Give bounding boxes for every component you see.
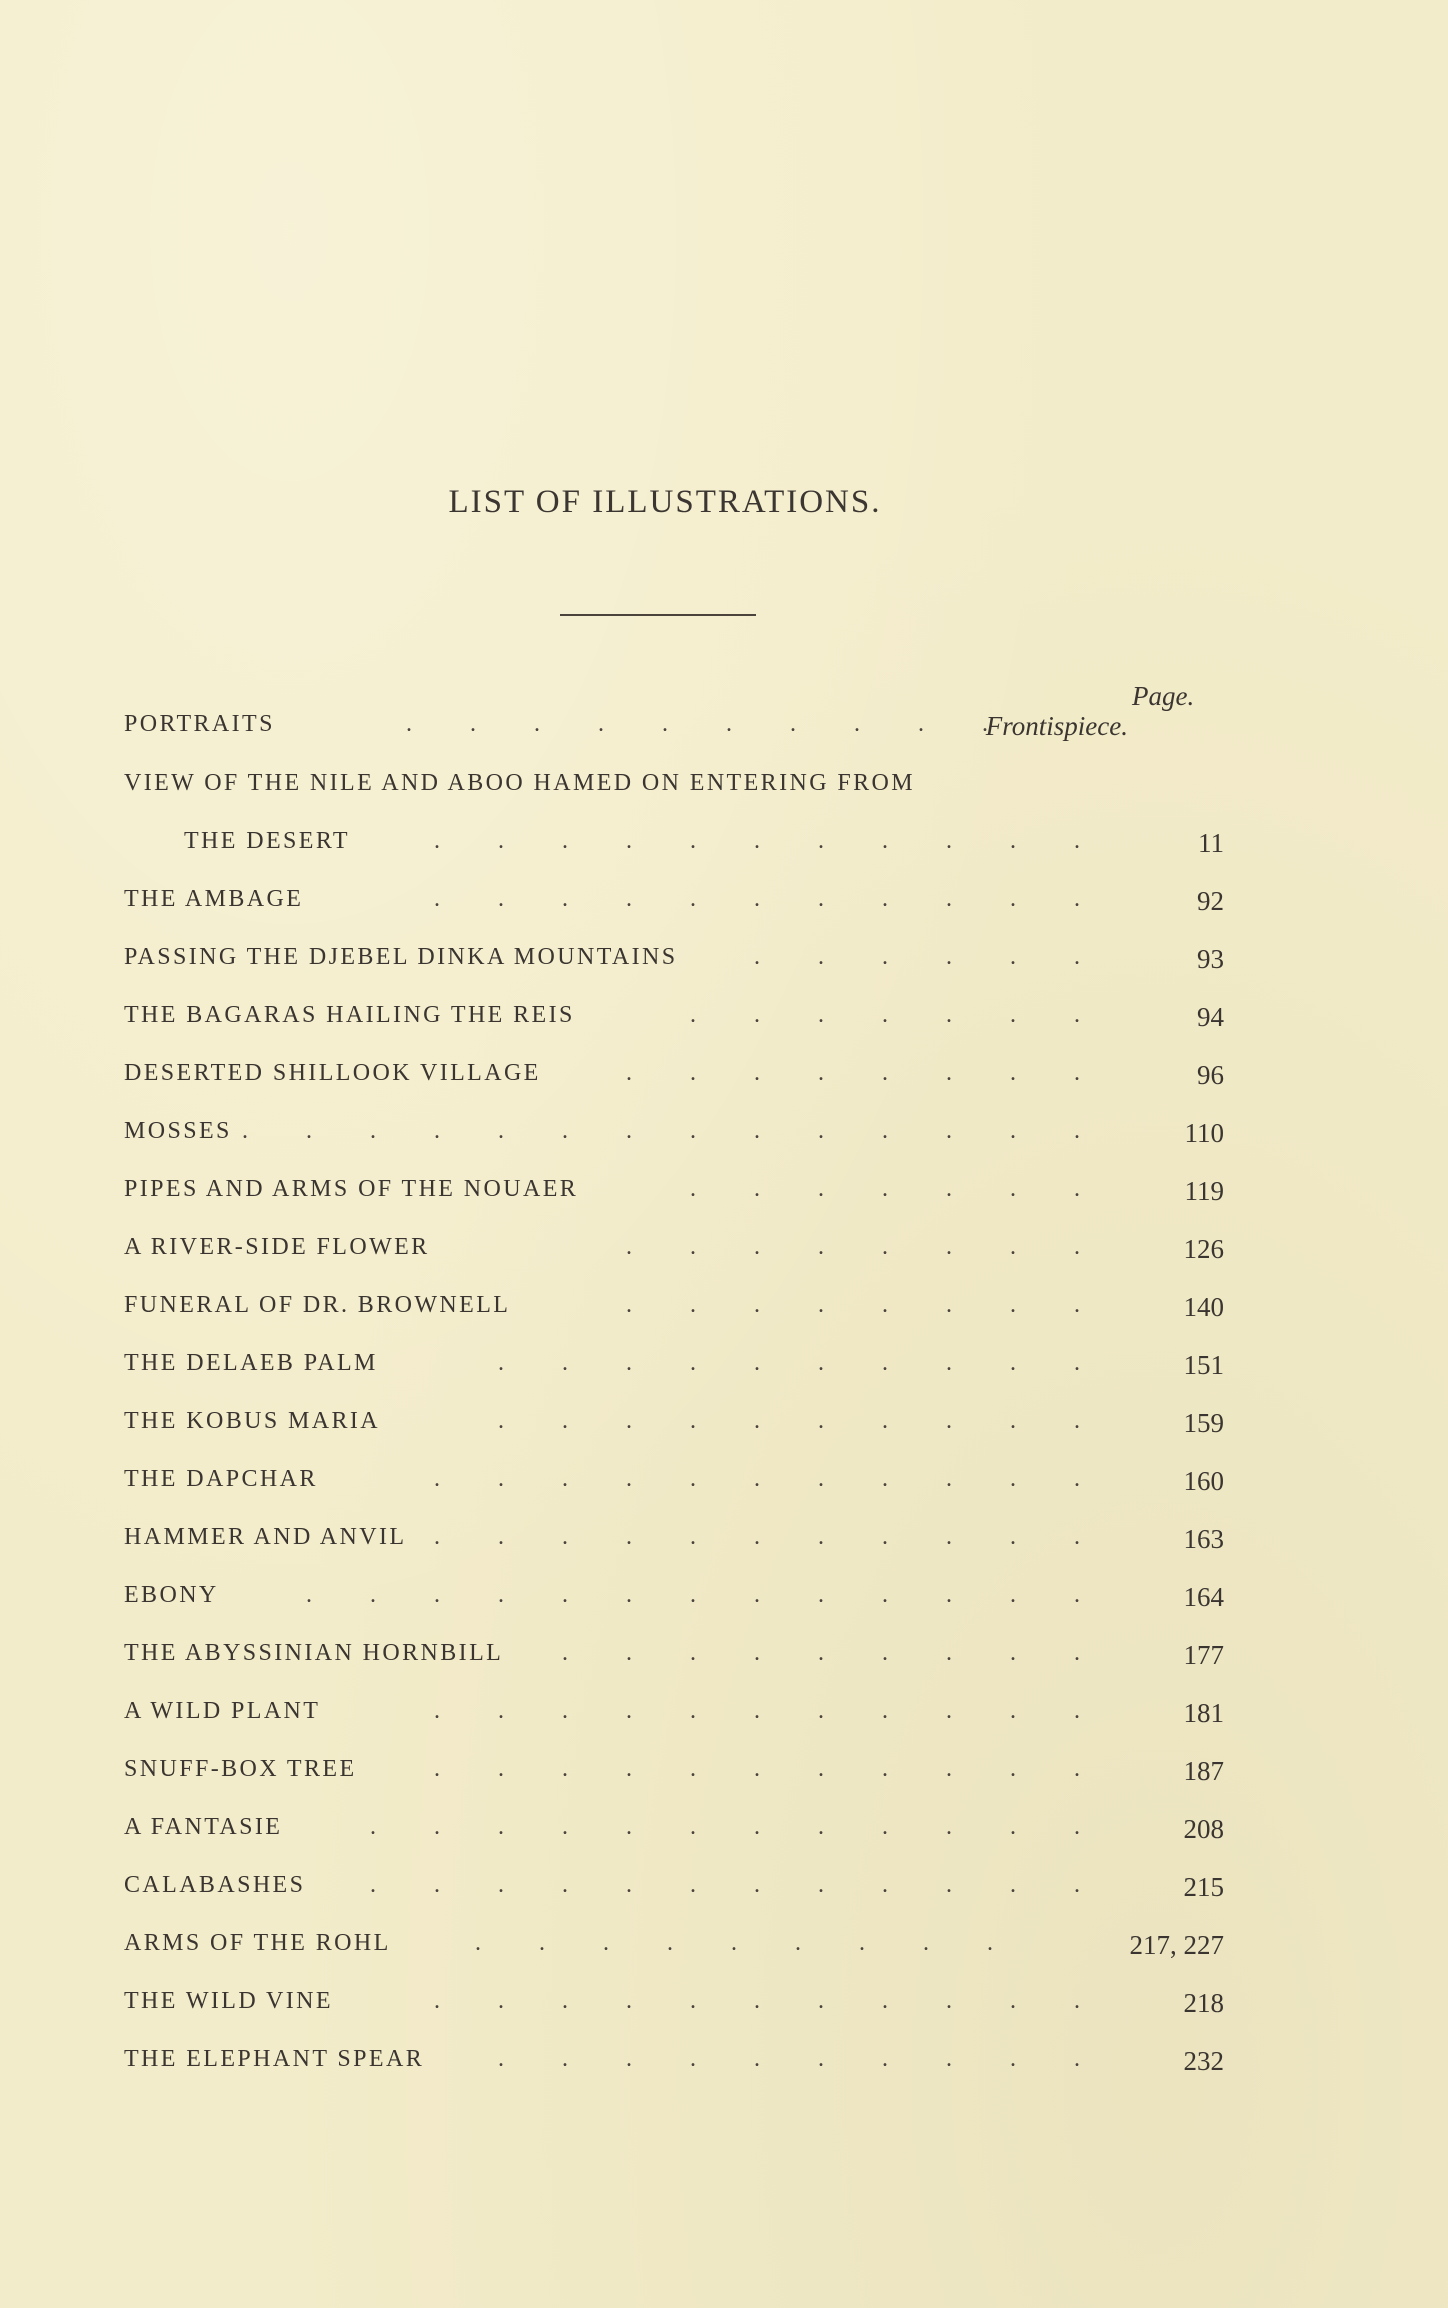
leader-dots: . . . . . . . . . . . <box>434 1466 1106 1492</box>
leader-dots: . . . . . . . . <box>626 1292 1106 1318</box>
entry-page: 187 <box>1183 1756 1224 1786</box>
leader-dots: . . . . . . . . . . . . . . <box>242 1118 1106 1144</box>
leader-dots: . . . . . . . . . . . <box>434 886 1106 912</box>
list-item <box>124 1350 1224 1390</box>
entry-label: PASSING THE DJEBEL DINKA MOUNTAINS <box>124 944 678 970</box>
list-item <box>124 1176 1224 1216</box>
entry-label: THE DELAEB PALM <box>124 1350 378 1376</box>
entry-label: DESERTED SHILLOOK VILLAGE <box>124 1060 541 1086</box>
leader-dots: . . . . . . . . . . . . . <box>306 1582 1106 1608</box>
list-item <box>124 1292 1224 1332</box>
list-item <box>124 1814 1224 1854</box>
entry-label: A WILD PLANT <box>124 1698 321 1724</box>
entry-page: 94 <box>1197 1002 1224 1032</box>
leader-dots: . . . . . . . . <box>626 1234 1106 1260</box>
entry-label: THE AMBAGE <box>124 886 304 912</box>
entry-label: A FANTASIE <box>124 1814 283 1840</box>
entry-label: THE ABYSSINIAN HORNBILL <box>124 1640 504 1666</box>
list-item <box>124 1698 1224 1738</box>
leader-dots: . . . . . . . . . <box>475 1930 1019 1956</box>
entry-page: 177 <box>1183 1640 1224 1670</box>
list-item <box>124 1234 1224 1274</box>
leader-dots: . . . . . . . . . . . <box>434 1988 1106 2014</box>
leader-dots: . . . . . . . . <box>626 1060 1106 1086</box>
entry-label: CALABASHES <box>124 1872 306 1898</box>
entry-page: 163 <box>1183 1524 1224 1554</box>
entry-page: 119 <box>1184 1176 1224 1206</box>
page-title: LIST OF ILLUSTRATIONS. <box>448 484 882 520</box>
leader-dots: . . . . . . . . . . <box>498 1408 1106 1434</box>
entry-page: 126 <box>1183 1234 1224 1264</box>
leader-dots: . . . . . . . . . . . <box>434 828 1106 854</box>
entry-page: 110 <box>1184 1118 1224 1148</box>
entry-label: THE DESERT <box>184 828 350 854</box>
leader-dots: . . . . . . . . . . . <box>434 1756 1106 1782</box>
list-item <box>124 1524 1224 1564</box>
entry-label: HAMMER AND ANVIL <box>124 1524 407 1550</box>
entry-page: 93 <box>1197 944 1224 974</box>
leader-dots: . . . . . . . . . . . . <box>370 1814 1106 1840</box>
leader-dots: . . . . . . . . . . <box>498 2046 1106 2072</box>
list-item <box>124 770 1224 810</box>
entry-page: Frontispiece. <box>985 711 1128 741</box>
list-item <box>124 1060 1224 1100</box>
entry-label: FUNERAL OF DR. BROWNELL <box>124 1292 511 1318</box>
entry-label: SNUFF-BOX TREE <box>124 1756 357 1782</box>
entry-label: PORTRAITS <box>124 711 275 737</box>
entry-label: EBONY <box>124 1582 219 1608</box>
entry-page: 217, 227 <box>1129 1930 1224 1960</box>
entry-page: 160 <box>1183 1466 1224 1496</box>
leader-dots: . . . . . . . . . . . . <box>370 1872 1106 1898</box>
entry-label: A RIVER-SIDE FLOWER <box>124 1234 430 1260</box>
entry-page: 92 <box>1197 886 1224 916</box>
entry-label: THE BAGARAS HAILING THE REIS <box>124 1002 575 1028</box>
leader-dots: . . . . . . . . . . . <box>434 1524 1106 1550</box>
list-item <box>124 1640 1224 1680</box>
list-item <box>124 886 1224 926</box>
list-item <box>124 828 1224 868</box>
entry-page: 181 <box>1183 1698 1224 1728</box>
entry-label: THE ELEPHANT SPEAR <box>124 2046 425 2072</box>
list-item <box>124 2046 1224 2086</box>
list-item <box>124 1756 1224 1796</box>
entry-label: PIPES AND ARMS OF THE NOUAER <box>124 1176 579 1202</box>
entry-page: 164 <box>1183 1582 1224 1612</box>
entry-page: 11 <box>1198 828 1224 858</box>
entry-page: 232 <box>1183 2046 1224 2076</box>
entry-page: 96 <box>1197 1060 1224 1090</box>
entry-page: 215 <box>1183 1872 1224 1902</box>
list-item <box>124 1118 1224 1158</box>
list-item <box>124 1872 1224 1912</box>
list-item <box>124 1582 1224 1622</box>
list-item <box>124 1930 1224 1970</box>
entry-label: THE KOBUS MARIA <box>124 1408 381 1434</box>
leader-dots: . . . . . . . . . <box>562 1640 1106 1666</box>
list-item <box>124 1988 1224 2028</box>
leader-dots: . . . . . . . <box>690 1176 1106 1202</box>
leader-dots: . . . . . . . . . . <box>498 1350 1106 1376</box>
list-item <box>124 1408 1224 1448</box>
leader-dots: . . . . . . <box>754 944 1106 970</box>
entry-page: 159 <box>1183 1408 1224 1438</box>
entry-label: ARMS OF THE ROHL <box>124 1930 391 1956</box>
list-item <box>124 944 1224 984</box>
entry-label: THE WILD VINE <box>124 1988 333 2014</box>
entry-label: MOSSES <box>124 1118 232 1144</box>
leader-dots: . . . . . . . . . . . <box>434 1698 1106 1724</box>
entry-label: VIEW OF THE NILE AND ABOO HAMED ON ENTERING FROM <box>124 770 915 796</box>
entry-page: 140 <box>1183 1292 1224 1322</box>
list-item <box>124 1002 1224 1042</box>
leader-dots: . . . . . . . <box>690 1002 1106 1028</box>
list-item <box>124 711 1224 751</box>
entry-page: 208 <box>1183 1814 1224 1844</box>
page-column-header: Page. <box>1132 681 1195 711</box>
entry-page: 151 <box>1183 1350 1224 1380</box>
entry-label: THE DAPCHAR <box>124 1466 318 1492</box>
list-item <box>124 1466 1224 1506</box>
entry-page: 218 <box>1183 1988 1224 2018</box>
leader-dots: . . . . . . . . . . <box>406 711 1014 737</box>
